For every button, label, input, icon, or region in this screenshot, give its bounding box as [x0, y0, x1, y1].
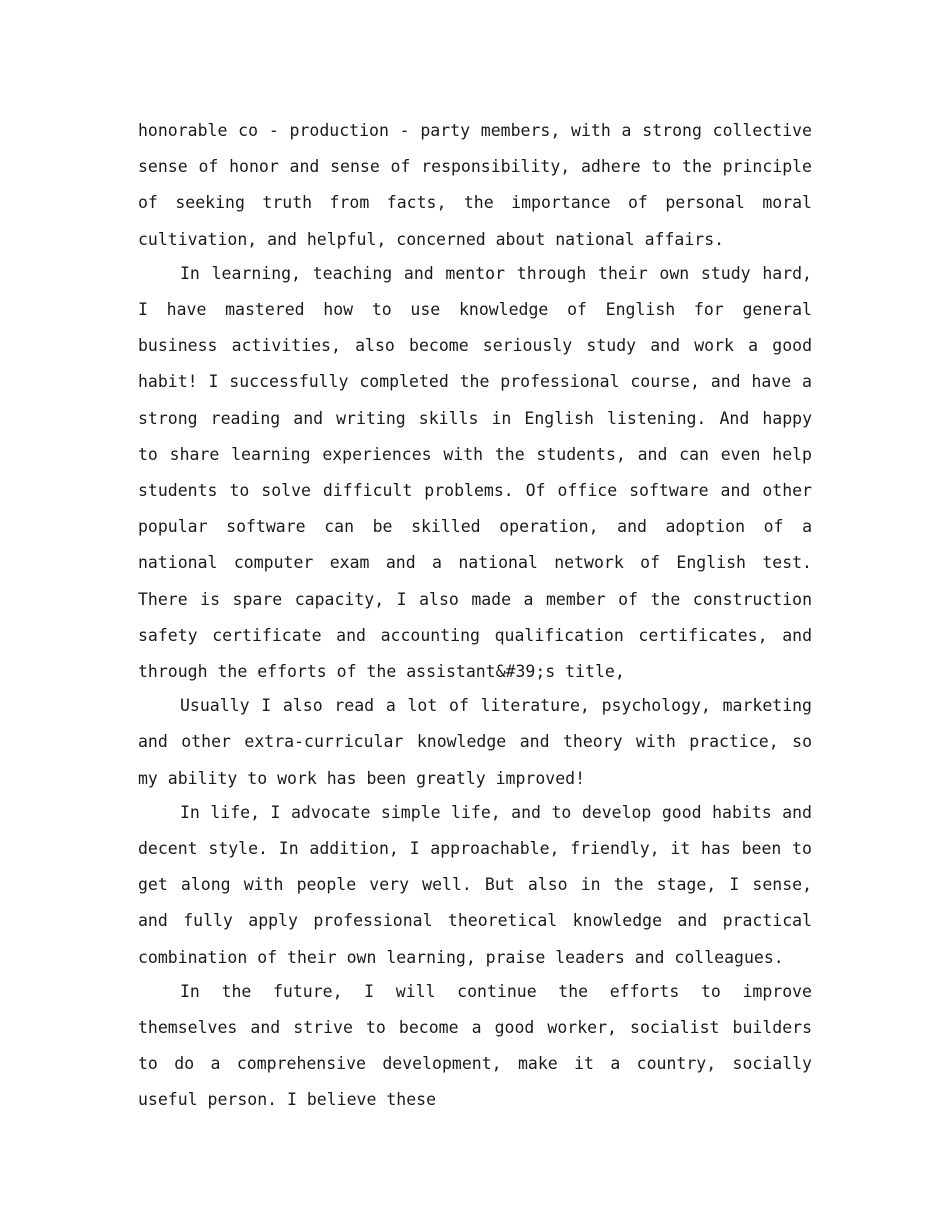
document-body	[138, 113, 812, 1117]
paragraph-learning: In learning, teaching and mentor through their own study hard, I have mastered how to use knowledge of English for general business activities, also become seriously study and work a good habit! I successfully completed the professional course, and have a strong reading and writing skills in English listening. And happy to share learning experiences with the students, and can even help students to solve difficult problems. Of office software and other popular software can be skilled operation, and adoption of a national computer exam and a national network of English test. There is spare capacity, I also made a member of the construction safety certificate and accounting qualification certificates, and through the efforts of the assistant&#39;s title,	[138, 263, 812, 682]
paragraph-life: In life, I advocate simple life, and to develop good habits and decent style. In addition, I approachable, friendly, it has been to get along with people very well. But also in the stage, I sense, and fully apply professional theoretical knowledge and practical combination of their own learning, praise leaders and colleagues.	[138, 802, 812, 967]
paragraph-reading: Usually I also read a lot of literature, psychology, marketing and other extra-curricular knowledge and theory with practice, so my ability to work has been greatly improved!	[138, 696, 812, 788]
paragraph-continuation: honorable co - production - party members, with a strong collective sense of honor and sense of responsibility, adhere to the principle of seeking truth from facts, the importance of personal moral cultivation, and helpful, concerned about national affairs.	[138, 121, 812, 249]
paragraph-future: In the future, I will continue the efforts to improve themselves and strive to become a good worker, socialist builders to do a comprehensive development, make it a country, socially useful person. I believe these	[138, 981, 812, 1110]
